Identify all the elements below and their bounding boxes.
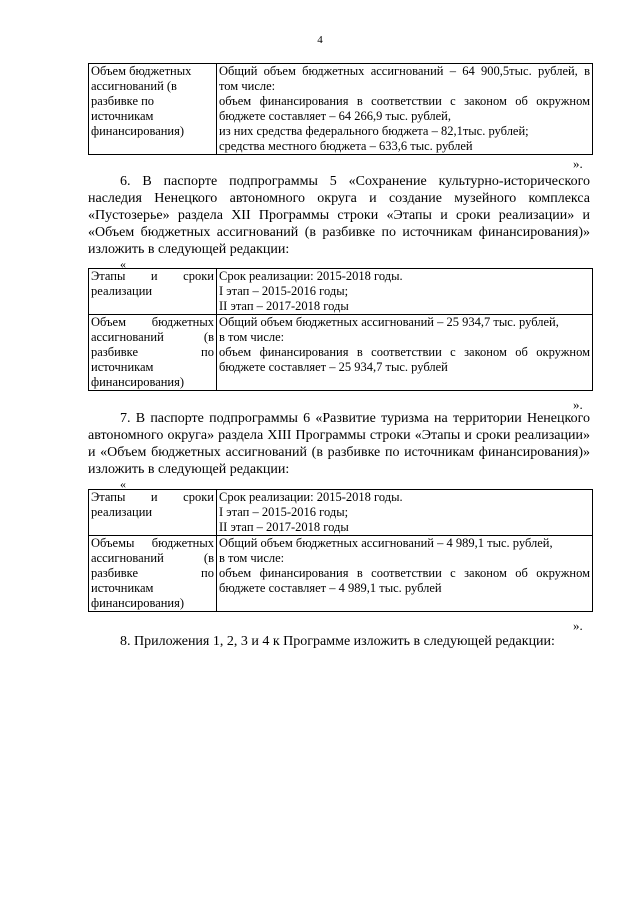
- opening-quote: «: [120, 257, 126, 271]
- label-line: финансирования): [91, 596, 185, 610]
- label-line: Объем бюджетных: [91, 315, 214, 329]
- paragraph-6-text: 6. В паспорте подпрограммы 5 «Сохранение культурно-исторического наследия Ненецкого автономного округа и создание музейного комплекса «Пустозерье» раздела XII Программы строки «Этапы и сроки реализации» и «Объем бюджетных ассигнований (в разбивке по источникам финансирования)» изложить в следующей редакции:: [88, 174, 590, 257]
- value-line: Общий объем бюджетных ассигнований – 4 989,1 тыс. рублей,: [219, 536, 553, 550]
- value-line: объем финансирования в соответствии с законом об окружном: [219, 345, 590, 359]
- value-line: в том числе:: [219, 330, 285, 344]
- value-line: объем финансирования в соответствии с законом об окружном: [219, 566, 590, 580]
- table-subprogram-6: [88, 489, 593, 612]
- label-line: разбивке по: [91, 566, 214, 580]
- paragraph-8-text: 8. Приложения 1, 2, 3 и 4 к Программе изложить в следующей редакции:: [120, 634, 555, 649]
- paragraph-7-text: 7. В паспорте подпрограммы 6 «Развитие туризма на территории Ненецкого автономного округа» раздела XIII Программы строки «Этапы и сроки реализации» и «Объем бюджетных ассигнований (в разбивке по источникам финансирования)» изложить в следующей редакции:: [88, 411, 590, 477]
- row-value-budget: [217, 315, 593, 391]
- value-line: I этап – 2015-2016 годы;: [219, 284, 349, 298]
- value-line: в том числе:: [219, 551, 285, 565]
- value-line: Общий объем бюджетных ассигнований – 25 934,7 тыс. рублей,: [219, 315, 559, 329]
- value-line: объем финансирования в соответствии с законом об окружном: [219, 94, 590, 108]
- opening-quote: «: [120, 477, 126, 491]
- row-value-budget: [217, 64, 593, 155]
- label-line: реализации: [91, 284, 153, 298]
- label-line: ассигнований (в: [91, 551, 214, 565]
- table-row: [89, 315, 593, 391]
- label-line: Этапы и сроки: [91, 269, 214, 283]
- row-label-budget: [89, 64, 217, 155]
- row-label-stages: [89, 269, 217, 315]
- closing-quote: ».: [573, 156, 583, 171]
- value-line: том числе:: [219, 79, 276, 93]
- paragraph-7: [88, 410, 590, 478]
- closing-quote: ».: [573, 618, 583, 633]
- label-line: источникам: [91, 581, 154, 595]
- row-label-budget: [89, 536, 217, 612]
- value-line: II этап – 2017-2018 годы: [219, 520, 349, 534]
- closing-quote: ».: [573, 397, 583, 412]
- paragraph-8: [88, 633, 590, 650]
- value-line: Срок реализации: 2015-2018 годы.: [219, 269, 403, 283]
- paragraph-6: [88, 173, 590, 258]
- value-line: Срок реализации: 2015-2018 годы.: [219, 490, 403, 504]
- value-line: средства местного бюджета – 633,6 тыс. рублей: [219, 139, 473, 153]
- label-line: ассигнований (в: [91, 79, 177, 93]
- label-line: источникам: [91, 360, 154, 374]
- row-value-stages: [217, 490, 593, 536]
- table-budget-subprogram-4: [88, 63, 593, 155]
- row-label-budget: [89, 315, 217, 391]
- table-row: [89, 64, 593, 155]
- table-row: [89, 536, 593, 612]
- value-line: бюджете составляет – 4 989,1 тыс. рублей: [219, 581, 442, 595]
- label-line: Этапы и сроки: [91, 490, 214, 504]
- row-value-budget: [217, 536, 593, 612]
- value-line: I этап – 2015-2016 годы;: [219, 505, 349, 519]
- label-line: разбивке по: [91, 345, 214, 359]
- page-number: 4: [317, 34, 323, 46]
- value-line: II этап – 2017-2018 годы: [219, 299, 349, 313]
- label-line: Объем бюджетных: [91, 64, 192, 78]
- label-line: финансирования): [91, 124, 185, 138]
- row-value-stages: [217, 269, 593, 315]
- label-line: ассигнований (в: [91, 330, 214, 344]
- value-line: бюджете составляет – 25 934,7 тыс. рублей: [219, 360, 448, 374]
- label-line: реализации: [91, 505, 153, 519]
- label-line: разбивке по: [91, 94, 155, 108]
- table-row: [89, 269, 593, 315]
- table-row: [89, 490, 593, 536]
- label-line: финансирования): [91, 375, 185, 389]
- label-line: источникам: [91, 109, 154, 123]
- value-line: Общий объем бюджетных ассигнований – 64 900,5тыс. рублей, в: [219, 64, 590, 78]
- row-label-stages: [89, 490, 217, 536]
- value-line: из них средства федерального бюджета – 82,1тыс. рублей;: [219, 124, 529, 138]
- table-subprogram-5: [88, 268, 593, 391]
- value-line: бюджете составляет – 64 266,9 тыс. рублей,: [219, 109, 451, 123]
- label-line: Объемы бюджетных: [91, 536, 214, 550]
